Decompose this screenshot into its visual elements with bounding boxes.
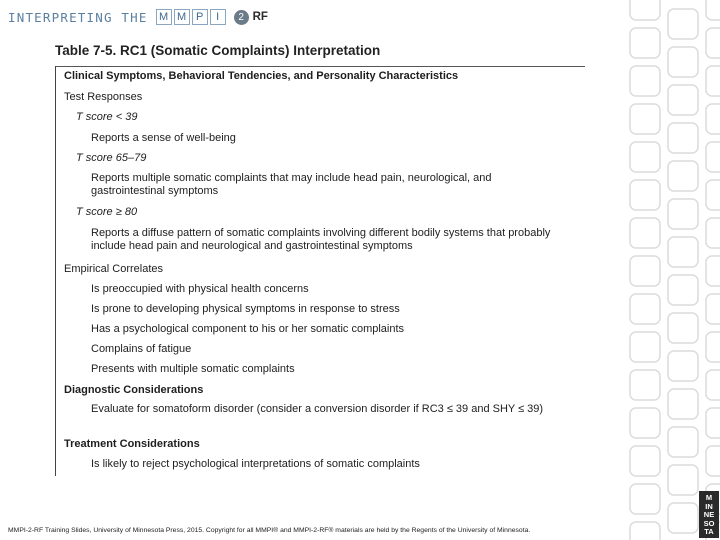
- logo-text-line: SO: [703, 518, 715, 528]
- table-section-heading: Test Responses: [64, 91, 143, 103]
- table-section-heading: Diagnostic Considerations: [64, 384, 204, 396]
- logo-text-line: NE: [703, 510, 715, 519]
- header-edition-badge: 2: [234, 10, 249, 25]
- table-section-heading: Empirical Correlates: [64, 263, 164, 275]
- table-title: Table 7-5. RC1 (Somatic Complaints) Interpretation: [55, 43, 381, 58]
- table-section-heading: Treatment Considerations: [64, 438, 200, 450]
- table-item: Is likely to reject psychological interpretations of somatic complaints: [91, 458, 420, 470]
- university-logo: [699, 491, 719, 538]
- table-subheading: T score 65–79: [76, 152, 147, 164]
- table-item: Complains of fatigue: [91, 343, 192, 355]
- header-letter-p: P: [192, 9, 208, 25]
- table-subheading: T score < 39: [76, 111, 138, 123]
- header-letter-m1: M: [156, 9, 172, 25]
- table-item: Presents with multiple somatic complaints: [91, 363, 295, 375]
- table-item: Is preoccupied with physical health concerns: [91, 283, 309, 295]
- table-item: Reports multiple somatic complaints that may include head pain, neurological, and gastrointestinal symptoms: [91, 172, 492, 197]
- header-letter-i: I: [210, 9, 226, 25]
- header-intro-text: INTERPRETING THE: [8, 9, 148, 25]
- table-item: Evaluate for somatoform disorder (consider a conversion disorder if RC3 ≤ 39 and SHY ≤ 39): [91, 403, 544, 415]
- table-item: Reports a diffuse pattern of somatic complaints involving different bodily systems that probably include head pain and neurological and gastrointestinal symptoms: [91, 227, 551, 252]
- table-item: Is prone to developing physical symptoms in response to stress: [91, 303, 400, 315]
- logo-text-line: M: [705, 493, 713, 502]
- table-section-heading: Clinical Symptoms, Behavioral Tendencies, and Personality Characteristics: [64, 70, 459, 82]
- logo-text-line: TA: [704, 527, 714, 536]
- table-item: Has a psychological component to his or her somatic complaints: [91, 323, 405, 335]
- copyright-footer: MMPI-2-RF Training Slides, University of Minnesota Press, 2015. Copyright for all MMPI® and MMPI-2-RF® materials are held by the Regents of the University of Minnesota.: [8, 527, 531, 534]
- header-letter-m2: M: [174, 9, 190, 25]
- table-item: Reports a sense of well-being: [91, 132, 236, 144]
- logo-text-line: IN: [705, 501, 713, 511]
- header-suffix: RF: [252, 11, 268, 23]
- table-subheading: T score ≥ 80: [76, 206, 138, 218]
